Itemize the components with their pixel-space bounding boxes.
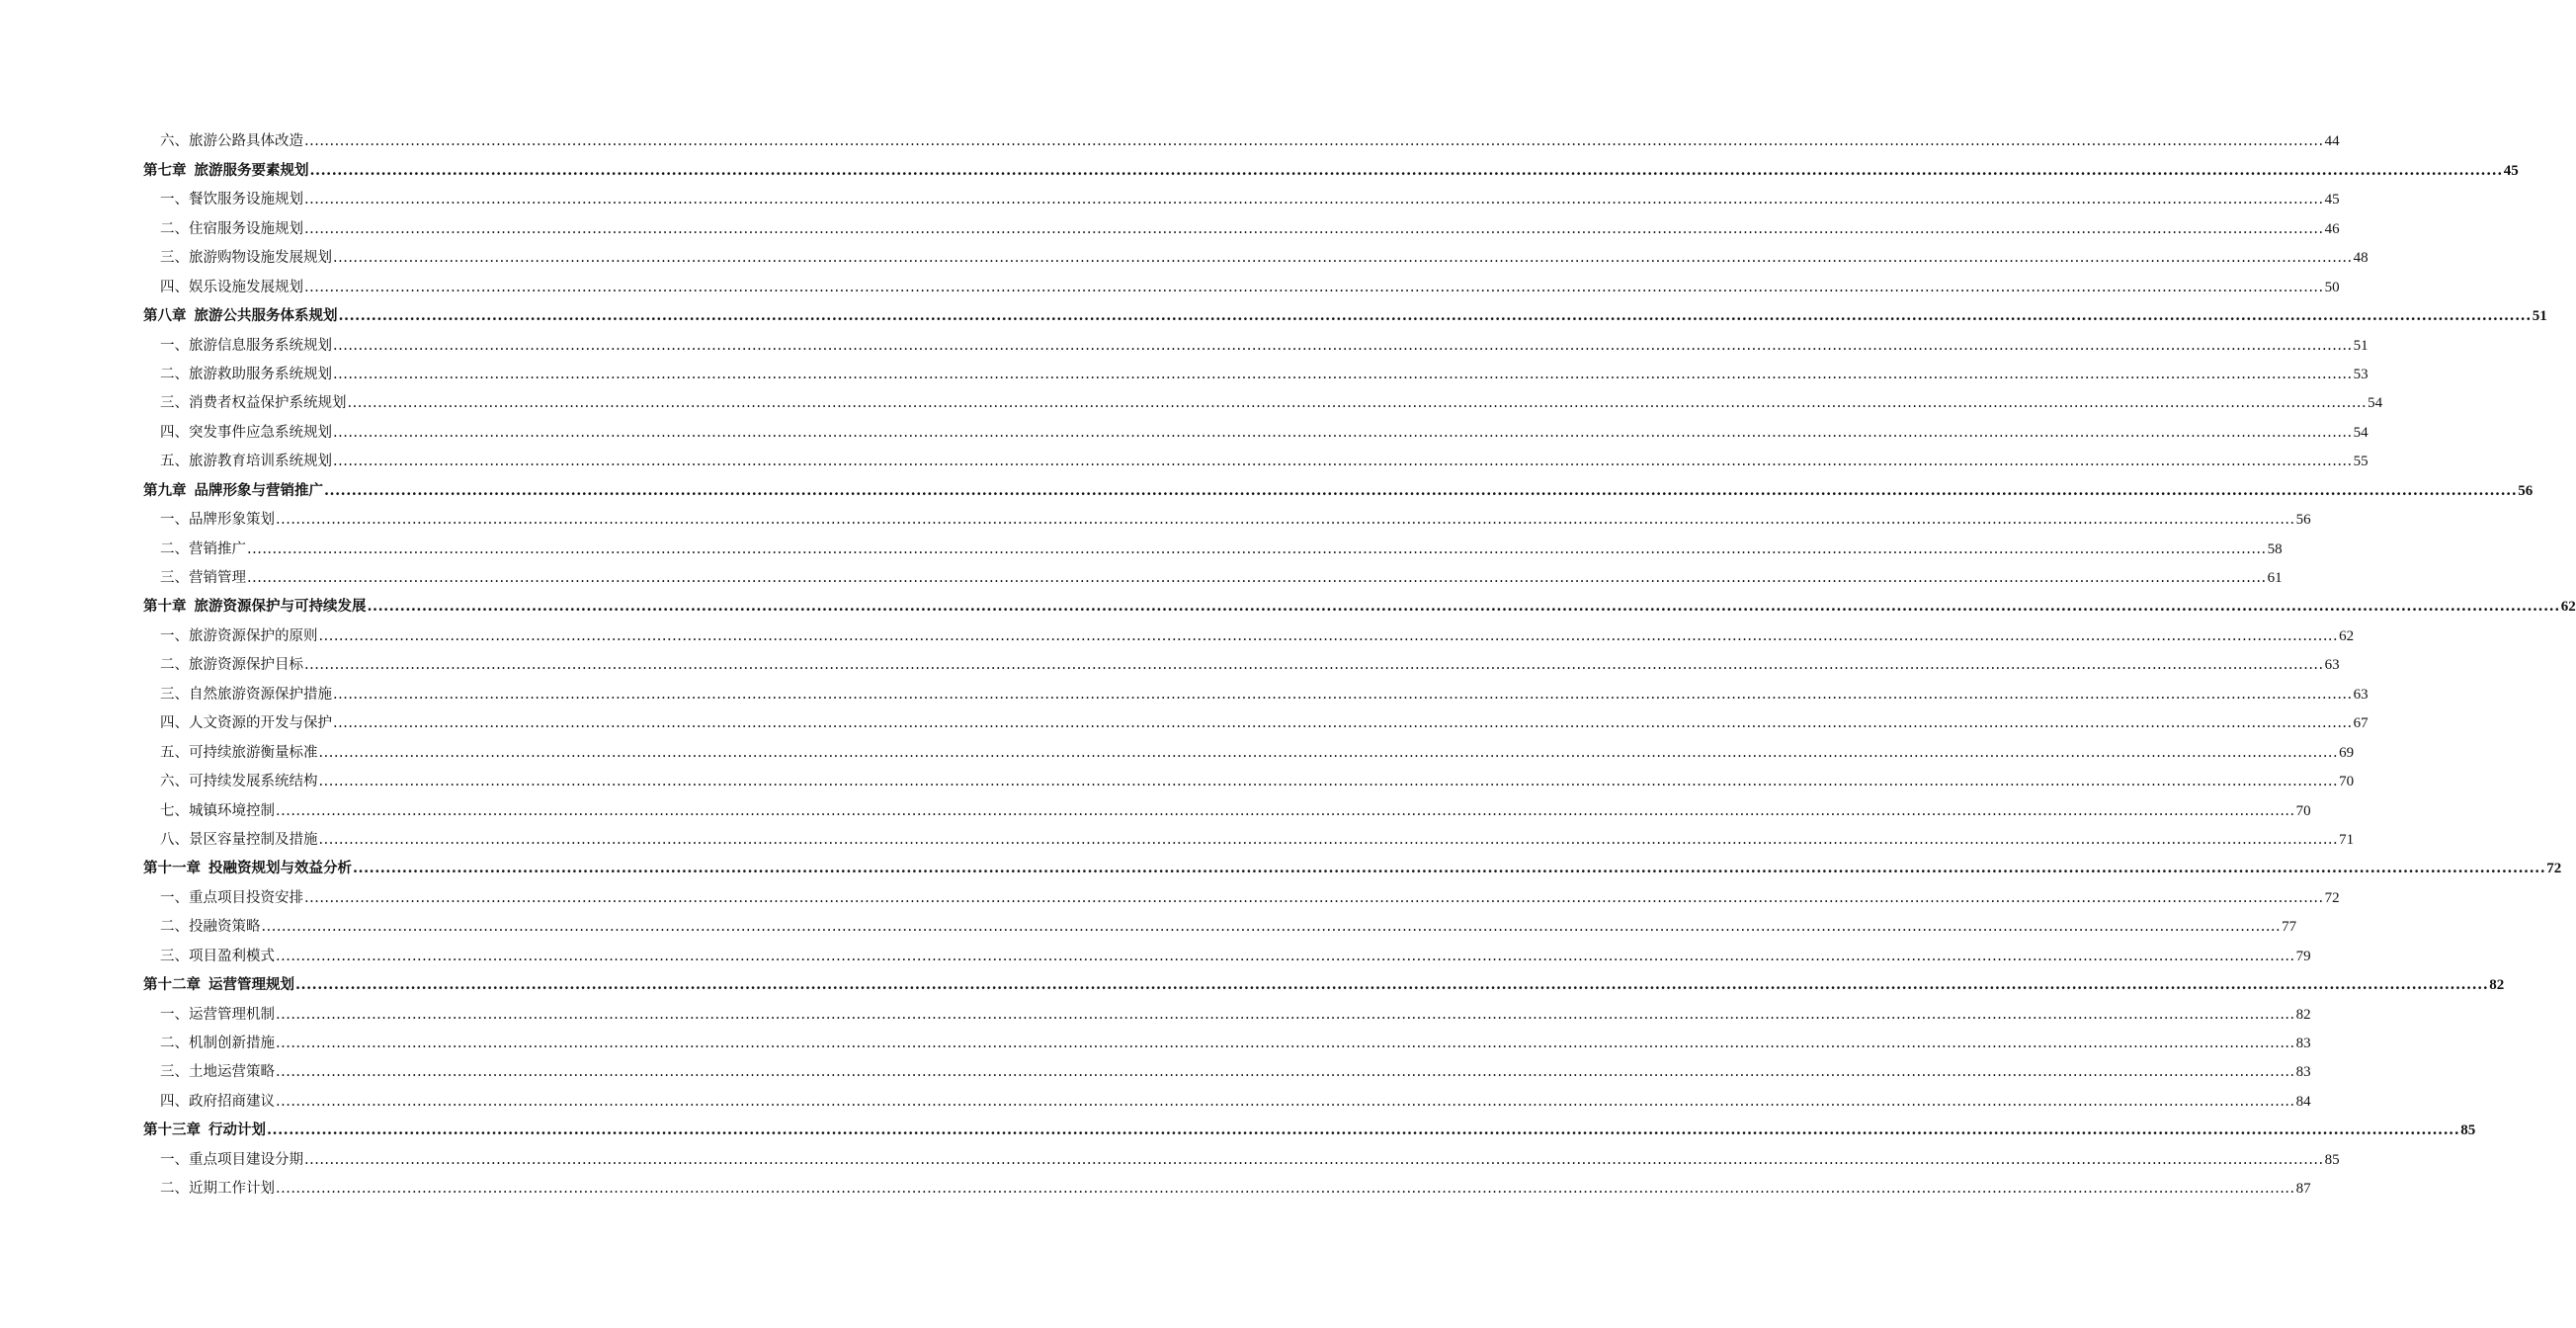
toc-page-number: 54 (2368, 395, 2383, 412)
dot-leader: ................................................................................................................................................................................................................................................................................................................................................................................................................ (304, 192, 2324, 208)
toc-section-entry[interactable] (143, 123, 2340, 151)
toc-section-entry[interactable] (143, 995, 2311, 1024)
dot-leader: ................................................................................................................................................................................................................................................................................................................................................................................................................ (267, 1121, 2460, 1139)
toc-entry-number: 一、 (160, 337, 189, 354)
toc-entry-title: 旅游资源保护目标 (189, 657, 303, 674)
toc-entry-title: 人文资源的开发与保护 (189, 715, 332, 732)
toc-entry-title: 可持续旅游衡量标准 (189, 744, 318, 761)
toc-entry-number: 第十二章 (143, 976, 201, 994)
toc-section-entry[interactable] (143, 501, 2311, 530)
dot-leader: ................................................................................................................................................................................................................................................................................................................................................................................................................ (276, 1006, 2295, 1023)
dot-leader: ................................................................................................................................................................................................................................................................................................................................................................................................................ (304, 133, 2324, 150)
toc-entry-number: 一、 (160, 512, 189, 529)
toc-entry-number: 六、 (160, 774, 189, 790)
toc-entry-number: 三、 (160, 948, 189, 964)
toc-page-number: 82 (2295, 1006, 2311, 1023)
toc-section-entry[interactable] (143, 1025, 2311, 1053)
toc-page-number: 67 (2353, 715, 2368, 732)
toc-entry-number: 二、 (160, 919, 189, 936)
toc-entry-title: 娱乐设施发展规划 (189, 279, 303, 295)
dot-leader: ................................................................................................................................................................................................................................................................................................................................................................................................................ (276, 948, 2295, 964)
toc-entry-title: 餐饮服务设施规划 (189, 192, 303, 208)
toc-entry-number: 第九章 (143, 481, 187, 499)
toc-page-number: 46 (2324, 220, 2340, 237)
dot-leader: ................................................................................................................................................................................................................................................................................................................................................................................................................ (324, 481, 2518, 499)
toc-section-entry[interactable] (143, 443, 2368, 471)
dot-leader: ................................................................................................................................................................................................................................................................................................................................................................................................................ (247, 540, 2267, 557)
toc-entry-number: 第七章 (143, 161, 187, 179)
dot-leader: ................................................................................................................................................................................................................................................................................................................................................................................................................ (318, 744, 2339, 761)
toc-entry-title: 营销管理 (189, 570, 246, 586)
toc-entry-title: 旅游服务要素规划 (194, 161, 309, 179)
toc-entry-title: 政府招商建议 (189, 1093, 275, 1110)
toc-chapter-entry[interactable] (143, 1112, 2476, 1140)
toc-page-number: 71 (2339, 831, 2355, 848)
toc-entry-number: 第十一章 (143, 860, 201, 877)
toc-page-number: 56 (2518, 482, 2534, 499)
toc-page-number: 72 (2324, 889, 2340, 906)
dot-leader: ................................................................................................................................................................................................................................................................................................................................................................................................................ (333, 366, 2353, 382)
toc-entry-number: 二、 (160, 220, 189, 237)
dot-leader: ................................................................................................................................................................................................................................................................................................................................................................................................................ (353, 860, 2546, 877)
dot-leader: ................................................................................................................................................................................................................................................................................................................................................................................................................ (309, 161, 2503, 179)
toc-entry-title: 旅游资源保护与可持续发展 (194, 598, 367, 616)
dot-leader: ................................................................................................................................................................................................................................................................................................................................................................................................................ (318, 774, 2339, 790)
toc-entry-number: 四、 (160, 279, 189, 295)
toc-entry-number: 四、 (160, 1093, 189, 1110)
toc-entry-number: 三、 (160, 250, 189, 267)
dot-leader: ................................................................................................................................................................................................................................................................................................................................................................................................................ (333, 250, 2353, 267)
toc-section-entry[interactable] (143, 908, 2297, 937)
toc-entry-title: 品牌形象与营销推广 (194, 481, 323, 499)
toc-page-number: 77 (2282, 919, 2297, 936)
toc-chapter-entry[interactable] (143, 471, 2534, 500)
toc-chapter-entry[interactable] (143, 966, 2505, 995)
toc-entry-title: 旅游公路具体改造 (189, 133, 303, 150)
toc-page-number: 83 (2295, 1036, 2311, 1051)
toc-entry-title: 投融资策略 (189, 919, 261, 936)
toc-section-entry[interactable] (143, 559, 2283, 588)
toc-entry-number: 一、 (160, 627, 189, 644)
dot-leader: ................................................................................................................................................................................................................................................................................................................................................................................................................ (276, 1036, 2295, 1051)
toc-entry-number: 二、 (160, 1036, 189, 1051)
toc-entry-title: 行动计划 (208, 1121, 266, 1139)
toc-entry-title: 旅游资源保护的原则 (189, 627, 318, 644)
toc-section-entry[interactable] (143, 326, 2368, 355)
toc-page-number: 56 (2295, 512, 2311, 529)
toc-page-number: 70 (2295, 802, 2311, 819)
toc-entry-number: 第十章 (143, 598, 187, 616)
toc-entry-title: 机制创新措施 (189, 1036, 275, 1051)
toc-page-number: 63 (2353, 686, 2368, 703)
toc-section-entry[interactable] (143, 239, 2368, 268)
toc-section-entry[interactable] (143, 733, 2355, 762)
dot-leader: ................................................................................................................................................................................................................................................................................................................................................................................................................ (247, 570, 2267, 586)
toc-entry-title: 旅游公共服务体系规划 (194, 307, 338, 325)
toc-page-number: 44 (2324, 133, 2340, 150)
toc-entry-title: 项目盈利模式 (189, 948, 275, 964)
toc-entry-title: 运营管理机制 (189, 1006, 275, 1023)
toc-page-number: 51 (2353, 337, 2368, 354)
toc-entry-number: 二、 (160, 366, 189, 382)
toc-page-number: 72 (2546, 861, 2562, 877)
toc-entry-title: 近期工作计划 (189, 1181, 275, 1198)
dot-leader: ................................................................................................................................................................................................................................................................................................................................................................................................................ (276, 1181, 2295, 1198)
toc-section-entry[interactable] (143, 384, 2383, 413)
toc-entry-number: 一、 (160, 889, 189, 906)
toc-entry-title: 重点项目建设分期 (189, 1151, 303, 1168)
toc-entry-number: 八、 (160, 831, 189, 848)
dot-leader: ................................................................................................................................................................................................................................................................................................................................................................................................................ (367, 598, 2560, 616)
dot-leader: ................................................................................................................................................................................................................................................................................................................................................................................................................ (347, 395, 2368, 412)
toc-entry-title: 重点项目投资安排 (189, 889, 303, 906)
toc-entry-title: 城镇环境控制 (189, 802, 275, 819)
dot-leader: ................................................................................................................................................................................................................................................................................................................................................................................................................ (304, 220, 2324, 237)
dot-leader: ................................................................................................................................................................................................................................................................................................................................................................................................................ (333, 715, 2353, 732)
toc-section-entry[interactable] (143, 209, 2340, 238)
toc-section-entry[interactable] (143, 821, 2355, 850)
dot-leader: ................................................................................................................................................................................................................................................................................................................................................................................................................ (295, 976, 2489, 994)
toc-page-number: 70 (2339, 774, 2355, 790)
toc-section-entry[interactable] (143, 878, 2340, 907)
toc-entry-number: 一、 (160, 192, 189, 208)
toc-entry-number: 六、 (160, 133, 189, 150)
toc-entry-title: 住宿服务设施规划 (189, 220, 303, 237)
toc-page-number: 79 (2295, 948, 2311, 964)
toc-entry-title: 旅游教育培训系统规划 (189, 454, 332, 470)
toc-entry-number: 三、 (160, 686, 189, 703)
toc-page-number: 53 (2353, 366, 2368, 382)
toc-entry-title: 品牌形象策划 (189, 512, 275, 529)
toc-section-entry[interactable] (143, 1082, 2311, 1111)
toc-section-entry[interactable] (143, 181, 2340, 209)
toc-entry-number: 三、 (160, 395, 189, 412)
dot-leader: ................................................................................................................................................................................................................................................................................................................................................................................................................ (333, 424, 2353, 441)
dot-leader: ................................................................................................................................................................................................................................................................................................................................................................................................................ (318, 627, 2339, 644)
toc-page-number: 61 (2267, 570, 2283, 586)
toc-section-entry[interactable] (143, 413, 2368, 442)
toc-page-number: 84 (2295, 1093, 2311, 1110)
toc-section-entry[interactable] (143, 356, 2368, 384)
toc-entry-number: 四、 (160, 715, 189, 732)
toc-entry-title: 突发事件应急系统规划 (189, 424, 332, 441)
toc-section-entry[interactable] (143, 646, 2340, 675)
toc-entry-number: 第八章 (143, 307, 187, 325)
toc-entry-number: 五、 (160, 454, 189, 470)
toc-entry-number: 二、 (160, 1181, 189, 1198)
toc-page-number: 55 (2353, 454, 2368, 470)
toc-entry-title: 土地运营策略 (189, 1064, 275, 1081)
toc-entry-title: 运营管理规划 (208, 976, 294, 994)
toc-entry-title: 自然旅游资源保护措施 (189, 686, 332, 703)
toc-chapter-entry[interactable] (143, 850, 2562, 878)
toc-section-entry[interactable] (143, 705, 2368, 733)
toc-entry-title: 旅游救助服务系统规划 (189, 366, 332, 382)
toc-section-entry[interactable] (143, 791, 2311, 820)
toc-page-number: 85 (2324, 1151, 2340, 1168)
toc-page-number: 83 (2295, 1064, 2311, 1081)
dot-leader: ................................................................................................................................................................................................................................................................................................................................................................................................................ (276, 512, 2295, 529)
toc-page-number: 87 (2295, 1181, 2311, 1198)
toc-entry-title: 旅游信息服务系统规划 (189, 337, 332, 354)
toc-entry-title: 投融资规划与效益分析 (208, 860, 352, 877)
toc-entry-title: 旅游购物设施发展规划 (189, 250, 332, 267)
toc-entry-title: 营销推广 (189, 540, 246, 557)
toc-entry-number: 二、 (160, 540, 189, 557)
toc-page-number: 45 (2324, 192, 2340, 208)
toc-section-entry[interactable] (143, 268, 2340, 296)
dot-leader: ................................................................................................................................................................................................................................................................................................................................................................................................................ (333, 454, 2353, 470)
toc-section-entry[interactable] (143, 1053, 2311, 1082)
toc-page-number: 48 (2353, 250, 2368, 267)
toc-entry-number: 一、 (160, 1151, 189, 1168)
toc-entry-number: 七、 (160, 802, 189, 819)
toc-entry-number: 一、 (160, 1006, 189, 1023)
toc-page-number: 62 (2339, 627, 2355, 644)
dot-leader: ................................................................................................................................................................................................................................................................................................................................................................................................................ (261, 919, 2282, 936)
toc-section-entry[interactable] (143, 763, 2355, 791)
toc-chapter-entry[interactable] (143, 297, 2547, 326)
toc-entry-number: 三、 (160, 570, 189, 586)
dot-leader: ................................................................................................................................................................................................................................................................................................................................................................................................................ (333, 337, 2353, 354)
toc-entry-number: 四、 (160, 424, 189, 441)
dot-leader: ................................................................................................................................................................................................................................................................................................................................................................................................................ (304, 657, 2324, 674)
toc-page-number: 51 (2532, 308, 2547, 325)
dot-leader: ................................................................................................................................................................................................................................................................................................................................................................................................................ (276, 1093, 2295, 1110)
toc-page-number: 54 (2353, 424, 2368, 441)
toc-entry-number: 五、 (160, 744, 189, 761)
dot-leader: ................................................................................................................................................................................................................................................................................................................................................................................................................ (318, 831, 2339, 848)
dot-leader: ................................................................................................................................................................................................................................................................................................................................................................................................................ (304, 279, 2324, 295)
dot-leader: ................................................................................................................................................................................................................................................................................................................................................................................................................ (333, 686, 2353, 703)
table-of-contents (143, 123, 2576, 1199)
dot-leader: ................................................................................................................................................................................................................................................................................................................................................................................................................ (304, 889, 2324, 906)
toc-chapter-entry[interactable] (143, 588, 2576, 617)
toc-entry-number: 第十三章 (143, 1121, 201, 1139)
toc-entry-number: 二、 (160, 657, 189, 674)
toc-entry-number: 三、 (160, 1064, 189, 1081)
toc-section-entry[interactable] (143, 937, 2311, 965)
dot-leader: ................................................................................................................................................................................................................................................................................................................................................................................................................ (276, 802, 2295, 819)
dot-leader: ................................................................................................................................................................................................................................................................................................................................................................................................................ (304, 1151, 2324, 1168)
toc-section-entry[interactable] (143, 617, 2355, 645)
toc-page-number: 45 (2503, 162, 2519, 179)
toc-section-entry[interactable] (143, 530, 2283, 558)
toc-page-number: 62 (2560, 599, 2576, 616)
toc-section-entry[interactable] (143, 675, 2368, 704)
toc-page-number: 85 (2460, 1122, 2476, 1139)
toc-section-entry[interactable] (143, 1140, 2340, 1169)
toc-page-number: 58 (2267, 540, 2283, 557)
toc-entry-title: 景区容量控制及措施 (189, 831, 318, 848)
toc-page-number: 69 (2339, 744, 2355, 761)
toc-page-number: 82 (2489, 977, 2505, 994)
dot-leader: ................................................................................................................................................................................................................................................................................................................................................................................................................ (338, 307, 2532, 325)
dot-leader: ................................................................................................................................................................................................................................................................................................................................................................................................................ (276, 1064, 2295, 1081)
toc-entry-title: 消费者权益保护系统规划 (189, 395, 347, 412)
toc-page-number: 50 (2324, 279, 2340, 295)
toc-chapter-entry[interactable] (143, 151, 2519, 180)
toc-entry-title: 可持续发展系统结构 (189, 774, 318, 790)
toc-page-number: 63 (2324, 657, 2340, 674)
toc-section-entry[interactable] (143, 1170, 2311, 1199)
